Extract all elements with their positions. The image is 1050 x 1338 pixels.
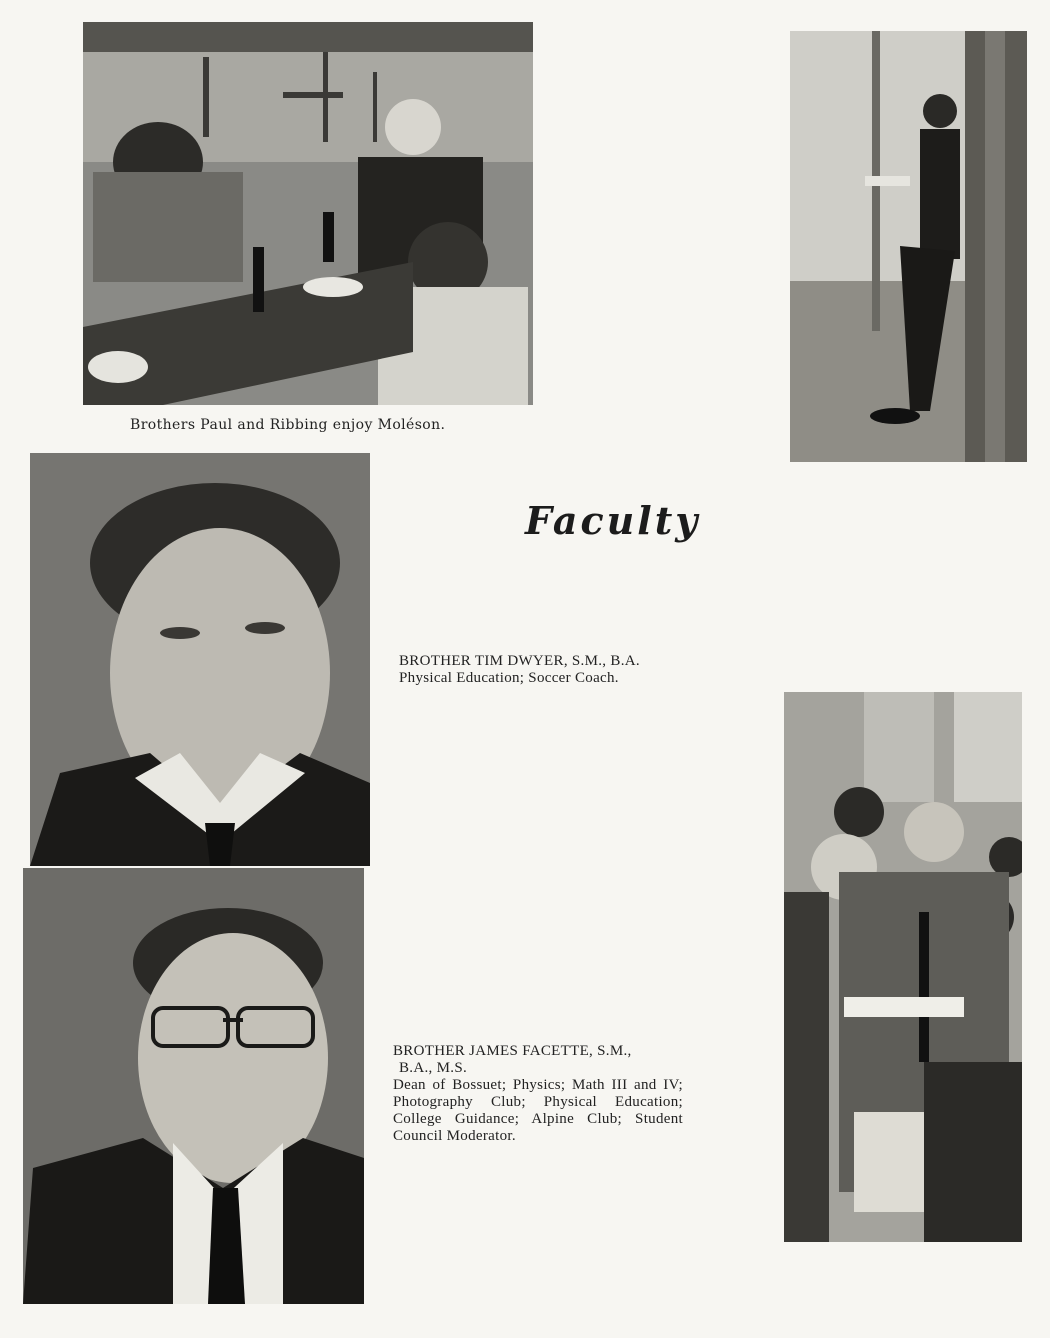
faculty-name: BROTHER JAMES FACETTE, S.M., (393, 1043, 632, 1059)
faculty-roles: Physical Education; Soccer Coach. (399, 670, 619, 686)
cafe-photo (83, 22, 533, 405)
page-title: Faculty (525, 498, 701, 543)
faculty-roles: Dean of Bossuet; Physics; Math III and IV; Photography Club; Physical Education; College Guidance; Alpine Club; Student Council Moderator. (393, 1077, 683, 1144)
group-photo (784, 692, 1022, 1242)
cafe-photo-caption: Brothers Paul and Ribbing enjoy Moléson. (130, 417, 446, 433)
bio-dwyer (399, 653, 689, 687)
bio-facette (393, 1043, 683, 1145)
portrait-dwyer (30, 453, 370, 866)
faculty-name: BROTHER TIM DWYER, S.M., B.A. (399, 653, 640, 669)
doorway-photo (790, 31, 1027, 462)
faculty-credentials: B.A., M.S. (399, 1060, 468, 1076)
portrait-facette (23, 868, 364, 1304)
